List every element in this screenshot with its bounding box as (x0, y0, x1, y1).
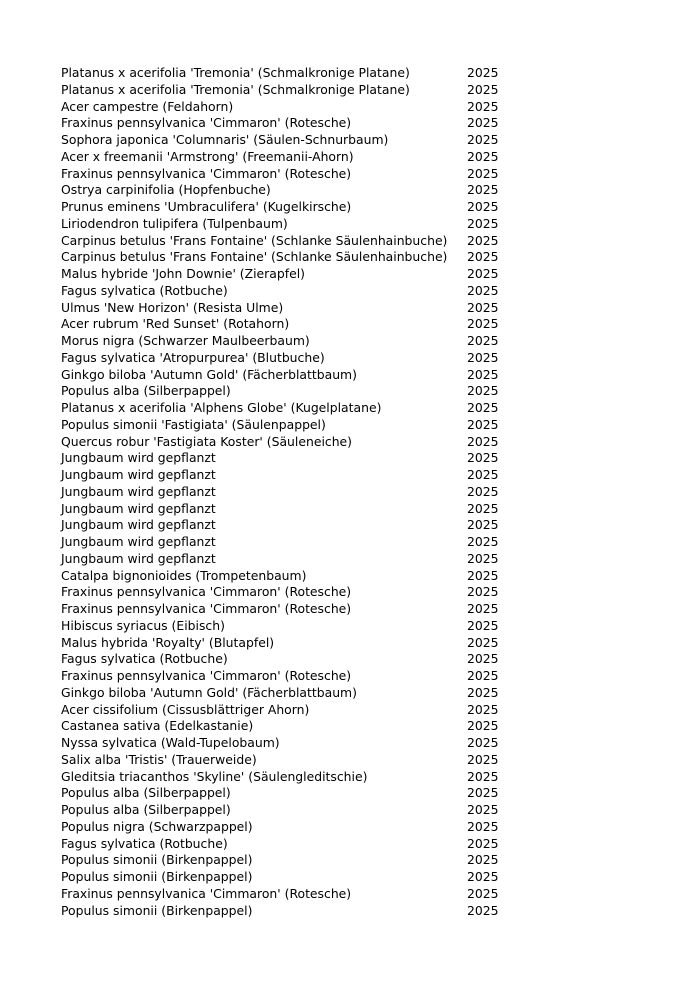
tree-name: Fagus sylvatica (Rotbuche) (61, 282, 228, 298)
planting-year: 2025 (467, 818, 499, 834)
planting-year: 2025 (467, 869, 499, 884)
planting-year: 2025 (467, 400, 499, 415)
tree-name: Populus alba (Silberpappel) (61, 785, 231, 801)
tree-name: Populus simonii (Birkenpappel) (61, 902, 253, 918)
table-row (61, 450, 511, 467)
table-row (61, 65, 511, 82)
table-row (61, 886, 511, 903)
tree-name: Populus nigra (Schwarzpappel) (61, 818, 253, 834)
planting-year: 2025 (467, 885, 499, 901)
table-row (61, 350, 511, 367)
tree-name: Prunus eminens 'Umbraculifera' (Kugelkirsche) (61, 199, 352, 214)
planting-year: 2025 (467, 584, 499, 600)
table-row (61, 618, 511, 635)
tree-name: Fraxinus pennsylvanica 'Cimmaron' (Rotesche) (61, 115, 352, 131)
planting-year: 2025 (467, 684, 499, 700)
table-row (61, 115, 511, 132)
tree-name: Fagus sylvatica (Rotbuche) (61, 835, 228, 851)
planting-year: 2025 (467, 148, 499, 164)
table-row (61, 635, 511, 652)
table-row (61, 82, 511, 99)
planting-year: 2025 (467, 768, 499, 784)
table-row (61, 266, 511, 283)
planting-year: 2025 (467, 835, 499, 851)
tree-name: Sophora japonica 'Columnaris' (Säulen-Schnurbaum) (61, 132, 389, 147)
planting-year: 2025 (467, 735, 499, 750)
table-row (61, 903, 511, 920)
planting-year: 2025 (467, 517, 499, 533)
tree-name: Jungbaum wird gepflanzt (61, 500, 216, 516)
tree-name: Fagus sylvatica (Rotbuche) (61, 651, 228, 667)
tree-name: Ginkgo biloba 'Autumn Gold' (Fächerblattbaum) (61, 684, 357, 700)
table-row (61, 668, 511, 685)
tree-name: Acer campestre (Feldahorn) (61, 98, 234, 114)
planting-year: 2025 (467, 668, 499, 683)
table-row (61, 534, 511, 551)
table-row (61, 836, 511, 853)
tree-name: Fagus sylvatica 'Atropurpurea' (Blutbuche) (61, 349, 325, 365)
tree-name: Populus alba (Silberpappel) (61, 802, 231, 817)
planting-year: 2025 (467, 115, 499, 131)
planting-year: 2025 (467, 534, 499, 549)
table-row (61, 417, 511, 434)
tree-name: Hibiscus syriacus (Eibisch) (61, 617, 225, 633)
planting-year: 2025 (467, 383, 499, 399)
tree-name: Nyssa sylvatica (Wald-Tupelobaum) (61, 735, 280, 750)
planting-year: 2025 (467, 450, 499, 466)
table-row (61, 216, 511, 233)
planting-year: 2025 (467, 500, 499, 516)
planting-year: 2025 (467, 316, 499, 332)
planting-year: 2025 (467, 751, 499, 767)
tree-name: Catalpa bignonioides (Trompetenbaum) (61, 567, 307, 583)
planting-year: 2025 (467, 165, 499, 181)
tree-name: Castanea sativa (Edelkastanie) (61, 718, 254, 734)
table-row (61, 99, 511, 116)
tree-name: Jungbaum wird gepflanzt (61, 550, 216, 566)
tree-name: Platanus x acerifolia 'Tremonia' (Schmalkronige Platane) (61, 65, 410, 80)
table-row (61, 769, 511, 786)
tree-name: Fraxinus pennsylvanica 'Cimmaron' (Rotesche) (61, 668, 352, 683)
tree-name: Jungbaum wird gepflanzt (61, 450, 216, 466)
planting-year: 2025 (467, 802, 499, 817)
tree-name: Salix alba 'Tristis' (Trauerweide) (61, 751, 257, 767)
table-row (61, 718, 511, 735)
tree-name: Jungbaum wird gepflanzt (61, 483, 216, 499)
planting-year: 2025 (467, 98, 499, 114)
table-row (61, 517, 511, 534)
tree-name: Gleditsia triacanthos 'Skyline' (Säulengleditschie) (61, 768, 368, 784)
planting-year: 2025 (467, 718, 499, 734)
table-row (61, 819, 511, 836)
table-row (61, 685, 511, 702)
planting-year: 2025 (467, 266, 499, 281)
tree-name: Fraxinus pennsylvanica 'Cimmaron' (Rotesche) (61, 885, 352, 901)
tree-name: Malus hybride 'John Downie' (Zierapfel) (61, 266, 305, 281)
tree-name: Populus simonii 'Fastigiata' (Säulenpappel) (61, 416, 326, 432)
planting-year: 2025 (467, 433, 499, 449)
planting-year: 2025 (467, 617, 499, 633)
tree-name: Platanus x acerifolia 'Alphens Globe' (Kugelplatane) (61, 400, 382, 415)
planting-year: 2025 (467, 282, 499, 298)
planting-year: 2025 (467, 232, 499, 248)
planting-year: 2025 (467, 199, 499, 214)
planting-year: 2025 (467, 601, 499, 616)
tree-name: Carpinus betulus 'Frans Fontaine' (Schlanke Säulenhainbuche) (61, 249, 448, 265)
planting-year: 2025 (467, 81, 499, 97)
tree-name: Populus simonii (Birkenpappel) (61, 852, 253, 868)
planting-year: 2025 (467, 249, 499, 265)
table-row (61, 702, 511, 719)
tree-name: Fraxinus pennsylvanica 'Cimmaron' (Rotesche) (61, 601, 352, 616)
table-row (61, 484, 511, 501)
tree-name: Fraxinus pennsylvanica 'Cimmaron' (Rotesche) (61, 165, 352, 181)
planting-year: 2025 (467, 567, 499, 583)
tree-name: Liriodendron tulipifera (Tulpenbaum) (61, 215, 288, 231)
planting-year: 2025 (467, 132, 499, 147)
tree-name: Populus simonii (Birkenpappel) (61, 869, 253, 884)
tree-name: Carpinus betulus 'Frans Fontaine' (Schlanke Säulenhainbuche) (61, 232, 448, 248)
tree-name: Malus hybrida 'Royalty' (Blutapfel) (61, 634, 275, 650)
planting-year: 2025 (467, 785, 499, 801)
table-row (61, 199, 511, 216)
table-row (61, 752, 511, 769)
tree-planting-list (61, 65, 511, 919)
tree-name: Jungbaum wird gepflanzt (61, 467, 216, 482)
planting-year: 2025 (467, 182, 499, 198)
tree-name: Acer rubrum 'Red Sunset' (Rotahorn) (61, 316, 290, 332)
tree-name: Ulmus 'New Horizon' (Resista Ulme) (61, 299, 284, 315)
planting-year: 2025 (467, 65, 499, 80)
table-row (61, 802, 511, 819)
tree-name: Ostrya carpinifolia (Hopfenbuche) (61, 182, 271, 198)
tree-name: Morus nigra (Schwarzer Maulbeerbaum) (61, 333, 310, 348)
table-row (61, 852, 511, 869)
table-row (61, 367, 511, 384)
planting-year: 2025 (467, 634, 499, 650)
table-row (61, 434, 511, 451)
planting-year: 2025 (467, 651, 499, 667)
table-row (61, 869, 511, 886)
table-row (61, 233, 511, 250)
planting-year: 2025 (467, 215, 499, 231)
tree-name: Jungbaum wird gepflanzt (61, 517, 216, 533)
table-row (61, 584, 511, 601)
planting-year: 2025 (467, 333, 499, 348)
table-row (61, 316, 511, 333)
tree-name: Ginkgo biloba 'Autumn Gold' (Fächerblattbaum) (61, 366, 357, 382)
table-row (61, 735, 511, 752)
tree-name: Jungbaum wird gepflanzt (61, 534, 216, 549)
table-row (61, 785, 511, 802)
planting-year: 2025 (467, 416, 499, 432)
table-row (61, 501, 511, 518)
table-row (61, 400, 511, 417)
table-row (61, 149, 511, 166)
planting-year: 2025 (467, 299, 499, 315)
table-row (61, 333, 511, 350)
planting-year: 2025 (467, 902, 499, 918)
planting-year: 2025 (467, 366, 499, 382)
tree-name: Populus alba (Silberpappel) (61, 383, 231, 399)
planting-year: 2025 (467, 701, 499, 717)
tree-name: Platanus x acerifolia 'Tremonia' (Schmalkronige Platane) (61, 81, 410, 97)
planting-year: 2025 (467, 467, 499, 482)
planting-year: 2025 (467, 349, 499, 365)
table-row (61, 249, 511, 266)
table-row (61, 651, 511, 668)
table-row (61, 283, 511, 300)
planting-year: 2025 (467, 550, 499, 566)
table-row (61, 300, 511, 317)
table-row (61, 601, 511, 618)
table-row (61, 132, 511, 149)
table-row (61, 383, 511, 400)
tree-name: Acer cissifolium (Cissusblättriger Ahorn) (61, 701, 310, 717)
tree-name: Acer x freemanii 'Armstrong' (Freemanii-Ahorn) (61, 148, 354, 164)
tree-name: Fraxinus pennsylvanica 'Cimmaron' (Rotesche) (61, 584, 352, 600)
tree-name: Quercus robur 'Fastigiata Koster' (Säuleneiche) (61, 433, 353, 449)
table-row (61, 467, 511, 484)
table-row (61, 551, 511, 568)
table-row (61, 182, 511, 199)
planting-year: 2025 (467, 852, 499, 868)
table-row (61, 166, 511, 183)
planting-year: 2025 (467, 483, 499, 499)
table-row (61, 568, 511, 585)
